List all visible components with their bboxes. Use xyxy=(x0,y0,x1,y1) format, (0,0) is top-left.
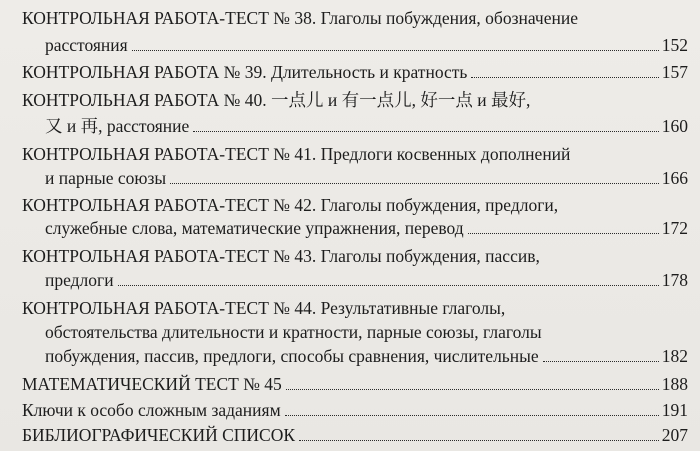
dot-leader xyxy=(471,76,658,78)
toc-entry-text: и парные союзы xyxy=(45,168,167,188)
toc-entry-text: расстояния xyxy=(45,35,128,55)
toc-page-number: 191 xyxy=(661,400,688,420)
toc-entry-text: КОНТРОЛЬНАЯ РАБОТА № 40. 一点儿 и 有一点儿, 好一点 и 最好, xyxy=(22,90,531,110)
toc-page-number: 207 xyxy=(661,425,688,445)
dot-leader xyxy=(468,232,659,234)
toc-page-number: 178 xyxy=(661,270,688,290)
dot-leader xyxy=(543,360,659,362)
toc-entry-leader-line xyxy=(45,216,688,240)
toc-entry-text: КОНТРОЛЬНАЯ РАБОТА-ТЕСТ № 42. Глаголы побуждения, предлоги, xyxy=(22,195,559,215)
dot-leader xyxy=(285,414,659,416)
toc-entry-leader-line xyxy=(22,398,688,422)
toc-page-number: 188 xyxy=(661,374,688,394)
toc-entry-text: побуждения, пассив, предлоги, способы сравнения, числительные xyxy=(45,346,539,366)
toc-entry-text: БИБЛИОГРАФИЧЕСКИЙ СПИСОК xyxy=(22,425,296,445)
toc-entry-leader-line xyxy=(45,268,688,292)
toc-entry-leader-line xyxy=(45,166,688,190)
dot-leader xyxy=(286,388,659,390)
dot-leader xyxy=(299,439,659,441)
toc-entry-text: обстоятельства длительности и кратности, парные союзы, глаголы xyxy=(45,322,542,342)
toc-page-number: 157 xyxy=(661,62,688,82)
toc-entry-text: служебные слова, математические упражнения, перевод xyxy=(45,218,464,238)
toc-entry-text: предлоги xyxy=(45,270,114,290)
toc-entry-text: КОНТРОЛЬНАЯ РАБОТА-ТЕСТ № 38. Глаголы побуждения, обозначение xyxy=(22,8,578,28)
toc-entry-text: Ключи к особо сложным заданиям xyxy=(22,400,281,420)
toc-page-number: 172 xyxy=(661,218,688,238)
toc-entry-leader-line xyxy=(45,33,688,57)
dot-leader xyxy=(193,130,658,132)
toc-page-number: 182 xyxy=(661,346,688,366)
toc-page-number: 160 xyxy=(661,116,688,136)
toc-entry-text: КОНТРОЛЬНАЯ РАБОТА-ТЕСТ № 44. Результативные глаголы, xyxy=(22,298,506,318)
toc-entry-text: МАТЕМАТИЧЕСКИЙ ТЕСТ № 45 xyxy=(22,374,282,394)
toc-page-number: 152 xyxy=(661,35,688,55)
toc-entry-text: КОНТРОЛЬНАЯ РАБОТА № 39. Длительность и кратность xyxy=(22,62,468,82)
toc-entry-text: КОНТРОЛЬНАЯ РАБОТА-ТЕСТ № 43. Глаголы побуждения, пассив, xyxy=(22,246,540,266)
toc-page-number: 166 xyxy=(661,168,688,188)
toc-entry-leader-line xyxy=(45,344,688,368)
toc-entry-text: КОНТРОЛЬНАЯ РАБОТА-ТЕСТ № 41. Предлоги косвенных дополнений xyxy=(22,144,571,164)
toc-entry-leader-line xyxy=(22,60,688,84)
dot-leader xyxy=(118,284,659,286)
dot-leader xyxy=(132,49,659,51)
toc-entry-leader-line xyxy=(45,114,688,138)
toc-entry-leader-line xyxy=(22,423,688,447)
toc-entry-text: 又 и 再, расстояние xyxy=(45,116,190,136)
toc-entry-leader-line xyxy=(22,372,688,396)
dot-leader xyxy=(170,182,659,184)
